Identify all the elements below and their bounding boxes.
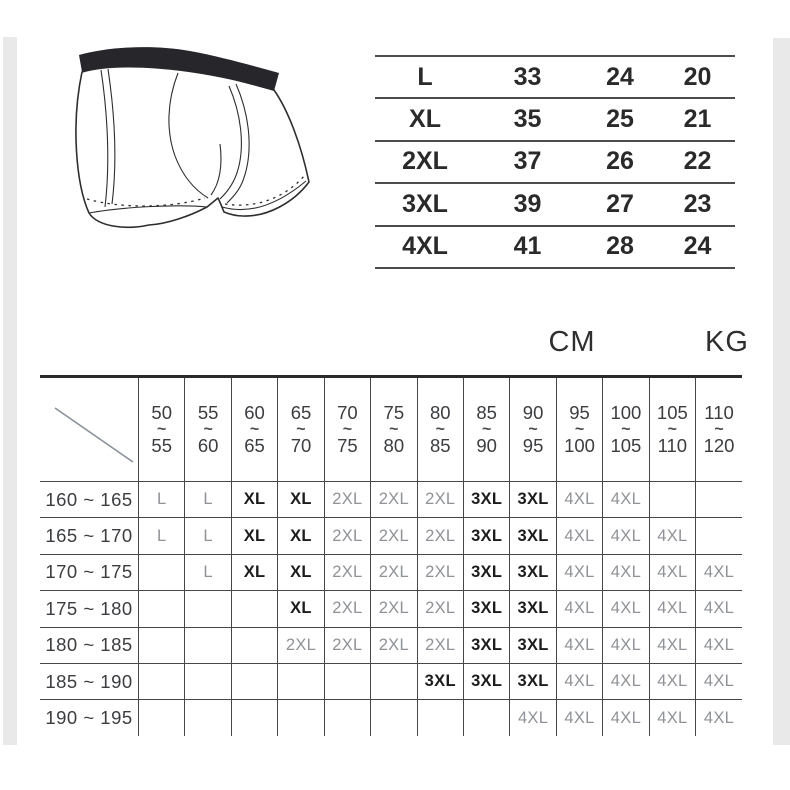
size-label-cell: 3XL bbox=[402, 189, 448, 218]
size-cell bbox=[463, 554, 509, 590]
size-cell bbox=[463, 663, 509, 699]
measurement-value-cell: 39 bbox=[513, 189, 542, 218]
size-cell bbox=[696, 591, 742, 627]
size-value: 3XL bbox=[471, 490, 503, 509]
size-cell bbox=[371, 663, 417, 699]
size-cell bbox=[510, 591, 556, 627]
size-value: 4XL bbox=[564, 490, 595, 509]
size-value: 4XL bbox=[564, 562, 595, 581]
size-label-cell: 2XL bbox=[402, 147, 448, 176]
size-cell bbox=[417, 482, 463, 518]
weight-range-header bbox=[324, 378, 370, 482]
boxer-shorts-drawing bbox=[72, 46, 312, 230]
size-label-cell: L bbox=[417, 62, 433, 91]
size-cell bbox=[231, 663, 277, 699]
size-cell bbox=[463, 482, 509, 518]
height-range-cell: 185 ~ 190 bbox=[40, 663, 139, 699]
size-value: 3XL bbox=[471, 672, 503, 691]
size-value: 3XL bbox=[517, 672, 549, 691]
size-cell bbox=[556, 700, 602, 736]
weight-range-header bbox=[603, 378, 649, 482]
weight-from: 80 bbox=[429, 402, 451, 423]
size-value: 4XL bbox=[657, 708, 688, 727]
tilde: ~ bbox=[157, 421, 167, 438]
size-value: 2XL bbox=[332, 599, 363, 618]
size-cell bbox=[417, 554, 463, 590]
tilde: ~ bbox=[714, 421, 724, 438]
measurement-value-cell: 22 bbox=[683, 147, 712, 176]
size-cell bbox=[463, 627, 509, 663]
size-cell bbox=[324, 554, 370, 590]
size-cell bbox=[139, 627, 185, 663]
size-value: 4XL bbox=[657, 599, 688, 618]
size-cell bbox=[231, 554, 277, 590]
size-label-cell: XL bbox=[409, 105, 441, 134]
size-value: 4XL bbox=[703, 672, 735, 691]
weight-from: 95 bbox=[569, 402, 590, 423]
weight-from: 110 bbox=[704, 402, 734, 423]
size-value: 4XL bbox=[703, 562, 735, 581]
size-cell bbox=[510, 518, 556, 554]
size-cell bbox=[649, 700, 695, 736]
weight-range-header bbox=[649, 378, 695, 482]
weight-from: 60 bbox=[244, 402, 265, 423]
size-value: L bbox=[156, 526, 167, 545]
weight-range-header bbox=[139, 378, 185, 482]
size-value: 2XL bbox=[378, 526, 409, 545]
measurement-value-cell: 33 bbox=[513, 62, 542, 91]
weight-to: 70 bbox=[290, 435, 312, 456]
size-cell bbox=[139, 482, 185, 518]
size-cell bbox=[371, 482, 417, 518]
size-cell bbox=[556, 482, 602, 518]
size-cell bbox=[417, 591, 463, 627]
size-value: 4XL bbox=[610, 672, 642, 691]
size-value: 2XL bbox=[332, 490, 363, 509]
tilde: ~ bbox=[296, 421, 306, 438]
size-cell bbox=[463, 518, 509, 554]
size-value: XL bbox=[243, 526, 266, 545]
tilde: ~ bbox=[528, 421, 538, 438]
measurement-value-cell: 21 bbox=[683, 105, 712, 134]
weight-from: 85 bbox=[476, 402, 497, 423]
size-cell bbox=[324, 700, 370, 736]
size-cell bbox=[556, 591, 602, 627]
measurement-row bbox=[375, 226, 735, 268]
size-value: 4XL bbox=[610, 599, 642, 618]
size-cell bbox=[371, 518, 417, 554]
measurement-value-cell: 26 bbox=[606, 147, 634, 176]
tilde: ~ bbox=[621, 421, 631, 438]
size-cell bbox=[231, 518, 277, 554]
size-value: XL bbox=[290, 599, 312, 618]
size-value: 4XL bbox=[564, 635, 595, 654]
matrix-row bbox=[40, 663, 742, 699]
weight-range-header bbox=[510, 378, 556, 482]
size-value: 3XL bbox=[424, 672, 456, 691]
size-cell bbox=[510, 700, 556, 736]
measurement-value-cell: 24 bbox=[683, 232, 712, 261]
size-cell bbox=[696, 627, 742, 663]
size-value: 3XL bbox=[517, 490, 549, 509]
height-range-cell: 175 ~ 180 bbox=[40, 591, 139, 627]
size-value: 3XL bbox=[471, 526, 503, 545]
size-cell bbox=[556, 627, 602, 663]
size-cell bbox=[139, 700, 185, 736]
weight-to: 95 bbox=[522, 435, 544, 456]
right-margin-strip bbox=[773, 38, 790, 745]
size-cell bbox=[185, 700, 231, 736]
size-value: 4XL bbox=[564, 672, 595, 691]
size-value: XL bbox=[243, 562, 266, 581]
weight-range-header bbox=[371, 378, 417, 482]
size-value: 2XL bbox=[332, 562, 363, 581]
weight-to: 110 bbox=[657, 435, 688, 456]
size-cell bbox=[185, 591, 231, 627]
weight-to: 75 bbox=[337, 435, 358, 456]
weight-from: 55 bbox=[197, 402, 219, 423]
size-value: L bbox=[203, 562, 213, 581]
weight-range-header bbox=[278, 378, 324, 482]
size-value: 4XL bbox=[610, 490, 642, 509]
size-value: 4XL bbox=[703, 599, 735, 618]
size-cell bbox=[603, 700, 649, 736]
size-cell bbox=[510, 482, 556, 518]
size-value: 4XL bbox=[610, 526, 642, 545]
size-cell bbox=[603, 482, 649, 518]
measurement-row bbox=[375, 141, 735, 183]
size-value: 2XL bbox=[378, 562, 409, 581]
tilde: ~ bbox=[389, 421, 399, 438]
size-cell bbox=[463, 591, 509, 627]
weight-to: 120 bbox=[703, 435, 735, 456]
size-cell bbox=[696, 663, 742, 699]
size-value: 2XL bbox=[425, 635, 456, 654]
size-value: 2XL bbox=[378, 599, 409, 618]
size-cell bbox=[278, 627, 324, 663]
size-value: 2XL bbox=[332, 635, 363, 654]
measurement-value-cell: 20 bbox=[683, 62, 712, 91]
size-value: 4XL bbox=[703, 635, 735, 654]
matrix-corner-cell bbox=[40, 378, 139, 482]
size-value: 2XL bbox=[425, 490, 456, 509]
size-cell bbox=[278, 700, 324, 736]
measurement-row bbox=[375, 183, 735, 225]
size-label-cell: 4XL bbox=[402, 232, 448, 261]
size-value: 4XL bbox=[657, 635, 688, 654]
size-cell bbox=[556, 554, 602, 590]
size-cell bbox=[417, 700, 463, 736]
height-unit-label: CM bbox=[548, 326, 596, 358]
size-cell bbox=[185, 627, 231, 663]
size-value: 4XL bbox=[610, 562, 642, 581]
weight-from: 50 bbox=[151, 402, 172, 423]
measurement-row bbox=[375, 98, 735, 140]
weight-range-header bbox=[185, 378, 231, 482]
unit-labels-row bbox=[40, 326, 749, 370]
size-cell bbox=[324, 663, 370, 699]
measurement-value-cell: 24 bbox=[606, 62, 634, 91]
height-range-cell: 160 ~ 165 bbox=[40, 482, 139, 518]
size-value: 4XL bbox=[657, 562, 688, 581]
diagonal-line bbox=[41, 378, 137, 476]
size-cell bbox=[510, 663, 556, 699]
weight-to: 80 bbox=[383, 435, 405, 456]
size-value: 4XL bbox=[610, 708, 642, 727]
measurement-row bbox=[375, 56, 735, 98]
matrix-row bbox=[40, 591, 742, 627]
size-cell bbox=[371, 700, 417, 736]
size-value: 4XL bbox=[703, 708, 735, 727]
weight-from: 65 bbox=[290, 402, 312, 423]
size-cell bbox=[603, 554, 649, 590]
size-value: XL bbox=[290, 562, 312, 581]
size-cell bbox=[696, 482, 742, 518]
weight-to: 60 bbox=[197, 435, 219, 456]
weight-range-header bbox=[231, 378, 277, 482]
measurement-value-cell: 35 bbox=[513, 105, 542, 134]
size-value: 3XL bbox=[471, 599, 503, 618]
size-value: 2XL bbox=[425, 562, 456, 581]
height-range-cell: 165 ~ 170 bbox=[40, 518, 139, 554]
size-cell bbox=[696, 554, 742, 590]
weight-from: 75 bbox=[383, 402, 405, 423]
size-cell bbox=[324, 482, 370, 518]
tilde: ~ bbox=[667, 421, 678, 438]
tilde: ~ bbox=[481, 421, 492, 438]
size-cell bbox=[556, 518, 602, 554]
size-value: 3XL bbox=[517, 599, 549, 618]
size-cell bbox=[185, 663, 231, 699]
size-cell bbox=[231, 627, 277, 663]
size-cell bbox=[696, 700, 742, 736]
size-value: L bbox=[203, 490, 213, 509]
weight-from: 90 bbox=[522, 402, 544, 423]
size-cell bbox=[603, 627, 649, 663]
size-value: 2XL bbox=[332, 526, 363, 545]
weight-to: 65 bbox=[244, 435, 265, 456]
size-cell bbox=[649, 554, 695, 590]
size-cell bbox=[231, 591, 277, 627]
size-cell bbox=[278, 518, 324, 554]
matrix-header-row bbox=[40, 378, 742, 482]
tilde: ~ bbox=[342, 421, 353, 438]
size-value: 4XL bbox=[564, 599, 595, 618]
size-value: 2XL bbox=[378, 635, 409, 654]
measurement-value-cell: 23 bbox=[683, 189, 712, 218]
size-cell bbox=[371, 554, 417, 590]
weight-range-header bbox=[556, 378, 602, 482]
size-value: 4XL bbox=[564, 526, 595, 545]
weight-to: 105 bbox=[610, 435, 642, 456]
measurement-value-cell: 37 bbox=[513, 147, 542, 176]
left-margin-strip bbox=[3, 37, 17, 745]
size-cell bbox=[278, 554, 324, 590]
size-cell bbox=[139, 554, 185, 590]
garment-measurement-table bbox=[375, 55, 735, 269]
size-value: 4XL bbox=[657, 672, 688, 691]
size-cell bbox=[603, 518, 649, 554]
size-cell bbox=[324, 518, 370, 554]
size-cell bbox=[185, 518, 231, 554]
tilde: ~ bbox=[249, 421, 260, 438]
size-cell bbox=[649, 627, 695, 663]
size-value: 2XL bbox=[425, 599, 456, 618]
height-range-cell: 190 ~ 195 bbox=[40, 700, 139, 736]
size-cell bbox=[371, 627, 417, 663]
size-cell bbox=[278, 482, 324, 518]
size-cell bbox=[603, 663, 649, 699]
size-value: 4XL bbox=[657, 526, 688, 545]
weight-to: 55 bbox=[151, 435, 172, 456]
weight-unit-label: KG bbox=[705, 326, 749, 358]
measurement-value-cell: 27 bbox=[606, 189, 634, 218]
size-value: 2XL bbox=[378, 490, 409, 509]
size-cell bbox=[510, 554, 556, 590]
size-value: 4XL bbox=[564, 708, 595, 727]
weight-to: 90 bbox=[476, 435, 497, 456]
weight-to: 85 bbox=[429, 435, 451, 456]
size-cell bbox=[696, 518, 742, 554]
size-cell bbox=[417, 518, 463, 554]
size-cell bbox=[324, 627, 370, 663]
height-weight-size-matrix bbox=[40, 378, 742, 736]
size-cell bbox=[371, 591, 417, 627]
size-cell bbox=[139, 518, 185, 554]
size-value: 2XL bbox=[285, 635, 317, 654]
size-value: 3XL bbox=[471, 635, 503, 654]
size-cell bbox=[649, 518, 695, 554]
weight-from: 105 bbox=[656, 402, 688, 423]
measurement-value-cell: 25 bbox=[606, 105, 634, 134]
size-cell bbox=[139, 663, 185, 699]
weight-range-header bbox=[696, 378, 742, 482]
size-cell bbox=[649, 482, 695, 518]
weight-range-header bbox=[463, 378, 509, 482]
weight-to: 100 bbox=[564, 435, 595, 456]
size-value: L bbox=[203, 526, 213, 545]
size-value: XL bbox=[243, 490, 266, 509]
size-cell bbox=[324, 591, 370, 627]
size-cell bbox=[510, 627, 556, 663]
size-cell bbox=[185, 482, 231, 518]
size-value: 3XL bbox=[471, 562, 503, 581]
size-value: 3XL bbox=[517, 562, 549, 581]
size-value: 3XL bbox=[517, 635, 549, 654]
size-value: 3XL bbox=[517, 526, 549, 545]
matrix-row bbox=[40, 482, 742, 518]
size-value: L bbox=[156, 490, 167, 509]
size-cell bbox=[649, 591, 695, 627]
tilde: ~ bbox=[203, 421, 213, 438]
matrix-row bbox=[40, 700, 742, 736]
size-cell bbox=[603, 591, 649, 627]
size-value: 4XL bbox=[517, 708, 549, 727]
matrix-row bbox=[40, 554, 742, 590]
measurement-value-cell: 28 bbox=[606, 232, 634, 261]
matrix-row bbox=[40, 627, 742, 663]
size-cell bbox=[556, 663, 602, 699]
size-cell bbox=[278, 591, 324, 627]
size-cell bbox=[231, 700, 277, 736]
tilde: ~ bbox=[574, 421, 585, 438]
height-range-cell: 170 ~ 175 bbox=[40, 554, 139, 590]
size-cell bbox=[417, 663, 463, 699]
tilde: ~ bbox=[435, 421, 445, 438]
height-range-cell: 180 ~ 185 bbox=[40, 627, 139, 663]
boxer-shorts-illustration bbox=[72, 46, 312, 230]
size-cell bbox=[278, 663, 324, 699]
size-cell bbox=[231, 482, 277, 518]
size-value: XL bbox=[290, 526, 312, 545]
size-value: 2XL bbox=[425, 526, 456, 545]
weight-from: 100 bbox=[610, 402, 642, 423]
size-cell bbox=[649, 663, 695, 699]
weight-from: 70 bbox=[337, 402, 358, 423]
weight-range-header bbox=[417, 378, 463, 482]
matrix-row bbox=[40, 518, 742, 554]
size-value: XL bbox=[290, 490, 312, 509]
measurement-value-cell: 41 bbox=[513, 232, 542, 261]
size-value: 4XL bbox=[610, 635, 642, 654]
size-cell bbox=[463, 700, 509, 736]
size-cell bbox=[185, 554, 231, 590]
size-cell bbox=[417, 627, 463, 663]
size-cell bbox=[139, 591, 185, 627]
